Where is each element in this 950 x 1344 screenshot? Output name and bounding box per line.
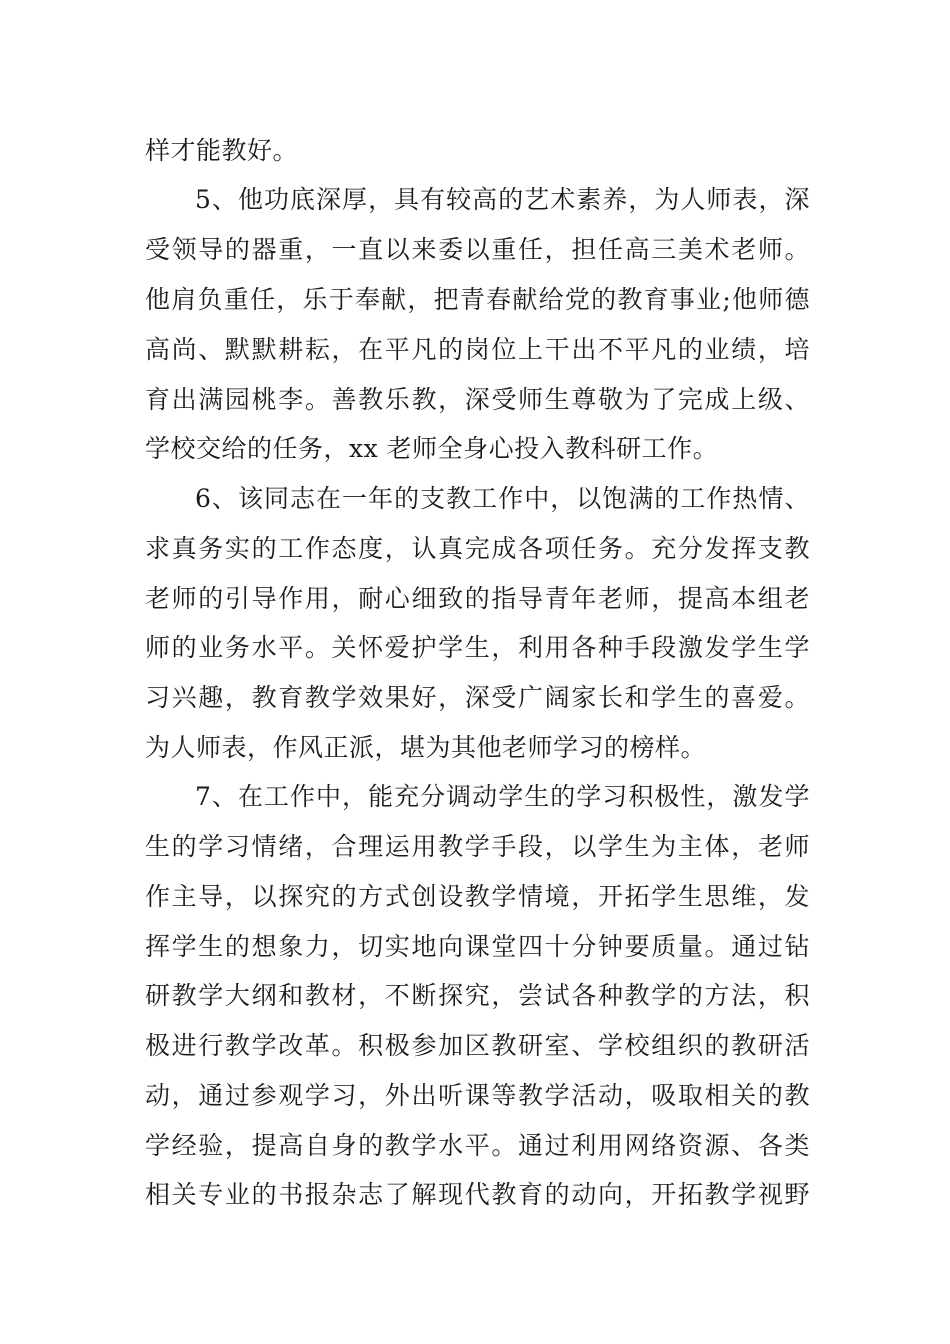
text-line: 老师的引导作用，耐心细致的指导青年老师，提高本组老: [145, 584, 810, 613]
text-line: 受领导的器重，一直以来委以重任，担任高三美术老师。: [145, 235, 810, 264]
text-line: 为人师表，作风正派，堪为其他老师学习的榜样。: [145, 733, 707, 762]
text-line: 6、该同志在一年的支教工作中，以饱满的工作热情、: [195, 484, 810, 513]
text-line: 求真务实的工作态度，认真完成各项任务。充分发挥支教: [145, 534, 810, 563]
text-line: 他肩负重任，乐于奉献，把青春献给党的教育事业;他师德: [145, 285, 810, 314]
text-line: 挥学生的想象力，切实地向课堂四十分钟要质量。通过钻: [145, 932, 810, 961]
text-line: 育出满园桃李。善教乐教，深受师生尊敬为了完成上级、: [145, 385, 810, 414]
text-line: 学校交给的任务，xx 老师全身心投入教科研工作。: [145, 434, 719, 463]
text-line: 研教学大纲和教材，不断探究，尝试各种教学的方法，积: [145, 981, 810, 1010]
text-line: 相关专业的书报杂志了解现代教育的动向，开拓教学视野: [145, 1180, 810, 1209]
text-line: 习兴趣，教育教学效果好，深受广阔家长和学生的喜爱。: [145, 683, 810, 712]
text-line: 高尚、默默耕耘，在平凡的岗位上干出不平凡的业绩，培: [145, 335, 810, 364]
text-line: 学经验，提高自身的教学水平。通过利用网络资源、各类: [145, 1131, 810, 1160]
text-line: 5、他功底深厚，具有较高的艺术素养，为人师表，深: [195, 185, 810, 214]
text-line: 7、在工作中，能充分调动学生的学习积极性，激发学: [195, 782, 810, 811]
text-line: 极进行教学改革。积极参加区教研室、学校组织的教研活: [145, 1031, 810, 1060]
text-line: 生的学习情绪，合理运用教学手段，以学生为主体，老师: [145, 832, 810, 861]
text-line: 样才能教好。: [145, 136, 299, 165]
text-line: 动，通过参观学习，外出听课等教学活动，吸取相关的教: [145, 1081, 810, 1110]
text-line: 师的业务水平。关怀爱护学生，利用各种手段激发学生学: [145, 633, 810, 662]
text-line: 作主导，以探究的方式创设教学情境，开拓学生思维，发: [145, 882, 810, 911]
